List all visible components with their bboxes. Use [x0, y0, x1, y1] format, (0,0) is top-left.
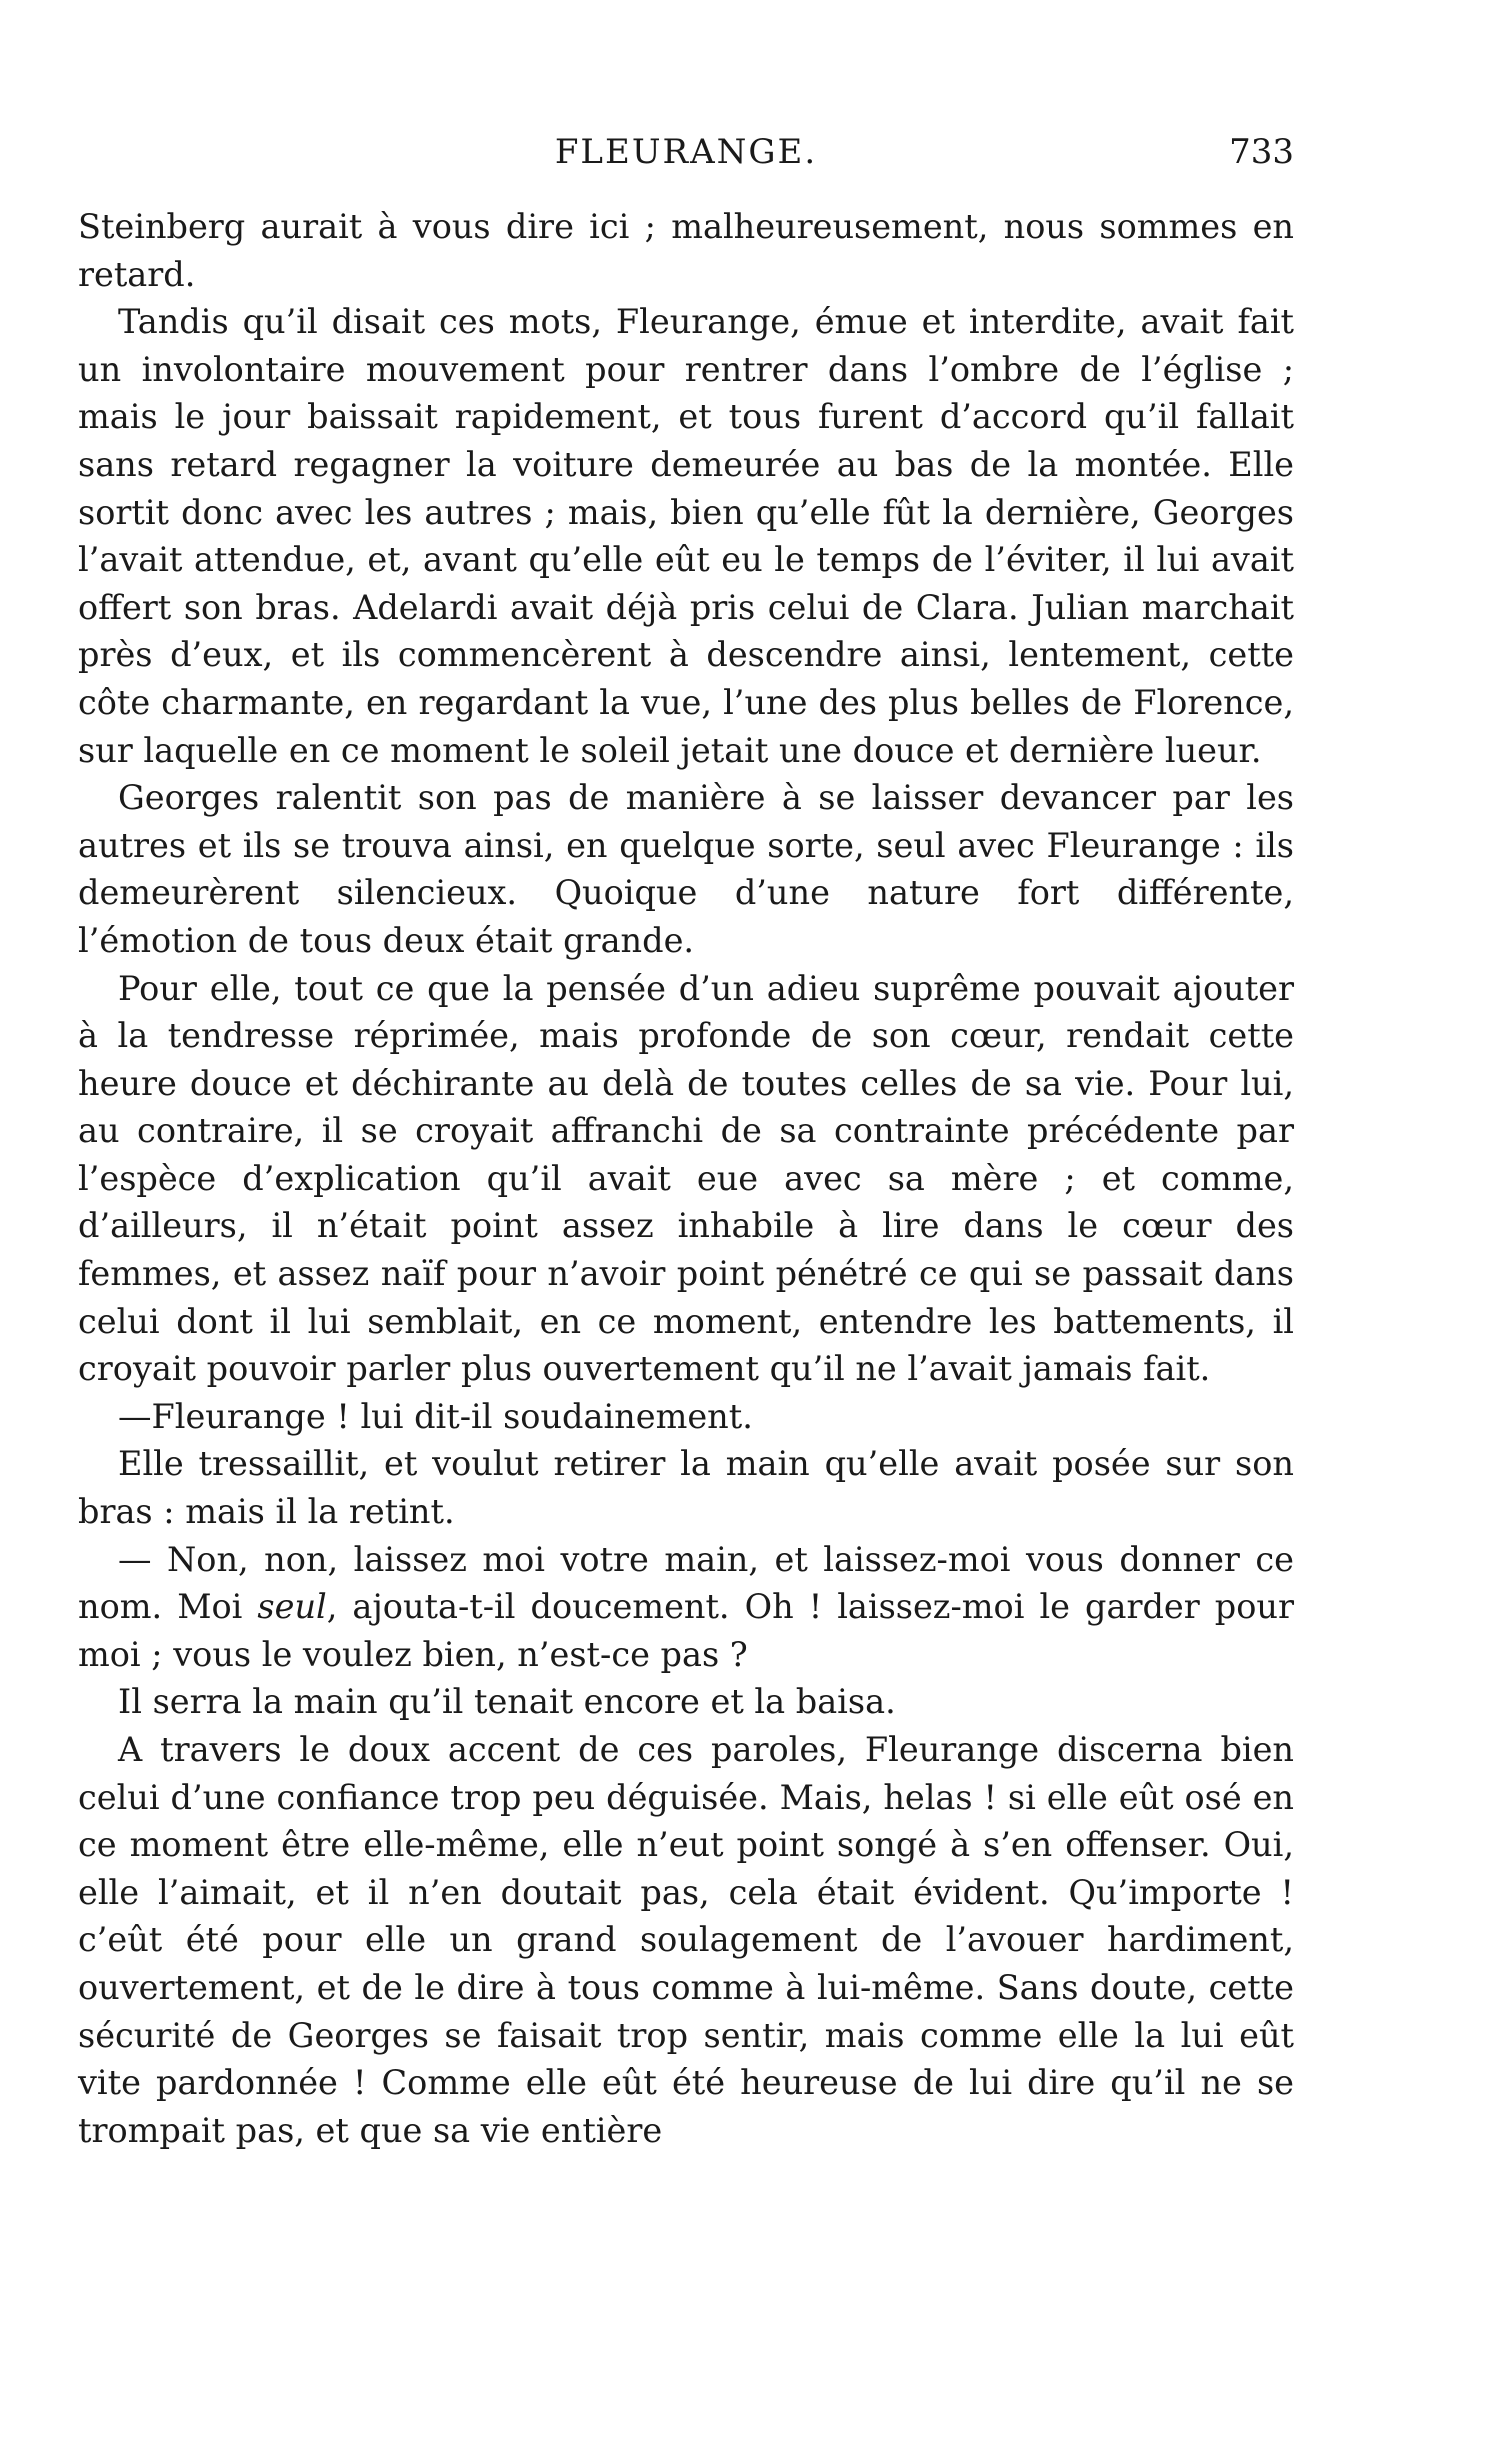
paragraph-7-text-before: — Non, non, laissez moi votre main, et laissez-moi vous donner ce nom. Moi: [78, 1539, 1294, 1627]
paragraph-6: Elle tressaillit, et voulut retirer la main qu’elle avait posée sur son bras : mais il la retint.: [78, 1444, 1294, 1532]
paragraph-9: A travers le doux accent de ces paroles, Fleurange discerna bien celui d’une confiance trop peu déguisée. Mais, helas ! si elle eût osé en ce moment être elle-même, elle n’eut point songé à s’en offenser. Oui, elle l’aimait, et il n’en doutait pas, cela était évident. Qu’importe ! c’eût été pour elle un grand soulagement de l’avouer hardiment, ouvertement, et de le dire à tous comme à lui-même. Sans doute, cette sécurité de Georges se faisait trop sentir, mais comme elle la lui eût vite pardonnée ! Comme elle eût été heureuse de lui dire qu’il ne se trompait pas, et que sa vie entière: [78, 1730, 1294, 2150]
paragraph-2: Tandis qu’il disait ces mots, Fleurange, émue et interdite, avait fait un involontaire mouvement pour rentrer dans l’ombre de l’église ; mais le jour baissait rapidement, et tous furent d’accord qu’il fallait sans retard regagner la voiture demeurée au bas de la montée. Elle sortit donc avec les autres ; mais, bien qu’elle fût la dernière, Georges l’avait attendue, et, avant qu’elle eût eu le temps de l’éviter, il lui avait offert son bras. Adelardi avait déjà pris celui de Clara. Julian marchait près d’eux, et ils commencèrent à descendre ainsi, lentement, cette côte charmante, en regardant la vue, l’une des plus belles de Florence, sur laquelle en ce moment le soleil jetait une douce et dernière lueur.: [78, 302, 1294, 770]
paragraph-7-text-after: , ajouta-t-il doucement. Oh ! laissez-moi le garder pour moi ; vous le voulez bien, n’est-ce pas ?: [78, 1587, 1294, 1674]
paragraph-1: Steinberg aurait à vous dire ici ; malheureusement, nous sommes en retard.: [78, 207, 1294, 294]
running-header: [78, 130, 1294, 180]
paragraph-7: [78, 1536, 1294, 1679]
emphasized-word: seul: [257, 1587, 327, 1627]
paragraph-4: Pour elle, tout ce que la pensée d’un adieu suprême pouvait ajouter à la tendresse réprimée, mais profonde de son cœur, rendait cette heure douce et déchirante au delà de toutes celles de sa vie. Pour lui, au contraire, il se croyait affranchi de sa contrainte précédente par l’espèce d’explication qu’il avait eue avec sa mère ; et comme, d’ailleurs, il n’était point assez inhabile à lire dans le cœur des femmes, et assez naïf pour n’avoir point pénétré ce qui se passait dans celui dont il lui semblait, en ce moment, entendre les battements, il croyait pouvoir parler plus ouvertement qu’il ne l’avait jamais fait.: [78, 968, 1294, 1389]
paragraph-5: —Fleurange ! lui dit-il soudainement.: [118, 1396, 753, 1436]
body-text: [78, 203, 1294, 2154]
paragraph-3: Georges ralentit son pas de manière à se laisser devancer par les autres et ils se trouva ainsi, en quelque sorte, seul avec Fleurange : ils demeurèrent silencieux. Quoique d’une nature fort différente, l’émotion de tous deux était grande.: [78, 778, 1294, 960]
paragraph-8: Il serra la main qu’il tenait encore et la baisa.: [118, 1682, 896, 1722]
running-title: FLEURANGE.: [554, 132, 818, 172]
page-number: 733: [1229, 132, 1294, 172]
